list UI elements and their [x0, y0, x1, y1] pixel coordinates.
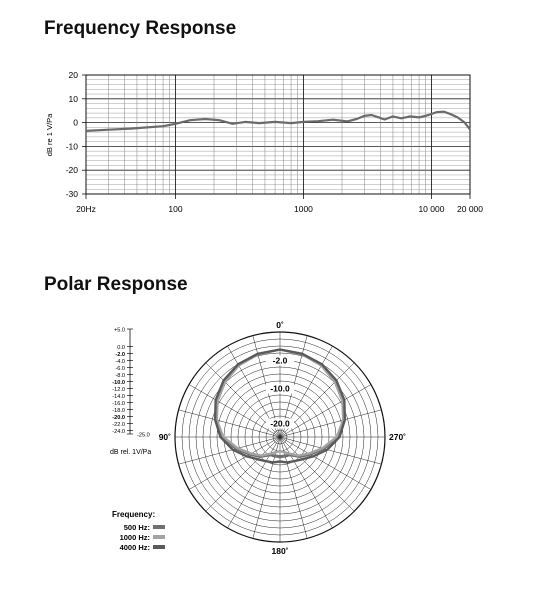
y-tick-label: 10: [68, 93, 78, 104]
scale-tick-label: -16.0: [112, 400, 125, 407]
angle-label: 270˚: [389, 432, 407, 442]
angle-label: 180˚: [271, 546, 289, 556]
frequency-response-chart: [0, 60, 540, 225]
frequency-x-ticks: [76, 194, 483, 214]
scale-tick-label: -18.0: [112, 407, 125, 414]
x-tick-label: 20 000: [457, 204, 483, 214]
y-tick-label: 0: [73, 117, 78, 128]
angle-label: 0˚: [276, 320, 284, 330]
polar-response-title: Polar Response: [44, 274, 188, 295]
scale-tick-label: -6.0: [115, 365, 125, 372]
polar-spoke: [280, 437, 354, 511]
frequency-response-title: Frequency Response: [44, 18, 237, 39]
polar-spoke: [206, 437, 280, 511]
frequency-grid: [86, 75, 470, 194]
legend-swatch: [153, 525, 165, 529]
scale-tick-label: -20.0: [112, 414, 125, 421]
y-tick-label: 20: [68, 70, 78, 80]
scale-tick-label: -4.0: [115, 358, 125, 365]
scale-tick-label: -10.0: [112, 379, 125, 386]
frequency-y-ticks: [66, 70, 86, 199]
polar-db-scale: [112, 327, 150, 438]
scale-tick-label: -25.0: [137, 432, 150, 439]
legend-label: 1000 Hz:: [119, 533, 150, 542]
frequency-series-line: [86, 112, 470, 131]
y-tick-label: -10: [65, 141, 78, 152]
scale-tick-label: -22.0: [112, 421, 125, 428]
scale-tick-label: 0.0: [117, 344, 125, 351]
frequency-y-axis-label: dB re 1 V/Pa: [45, 113, 54, 157]
x-tick-label: 20Hz: [76, 204, 96, 214]
scale-tick-label: -2.0: [115, 351, 125, 358]
ring-label: -20.0: [270, 418, 290, 429]
legend-title: Frequency:: [112, 510, 156, 519]
frequency-plot-frame: [86, 75, 470, 194]
polar-spoke: [179, 410, 280, 437]
scale-tick-label: -12.0: [112, 386, 125, 393]
legend-label: 500 Hz:: [123, 523, 150, 532]
legend-swatch: [153, 545, 165, 549]
ring-label: -10.0: [270, 383, 290, 394]
polar-legend: [120, 523, 165, 552]
y-tick-label: -30: [65, 189, 78, 199]
scale-tick-label: -14.0: [112, 393, 125, 400]
angle-label: 90˚: [158, 432, 171, 442]
y-tick-label: -20: [65, 165, 78, 176]
scale-tick-label: -24.0: [112, 428, 125, 435]
x-tick-label: 1000: [294, 204, 313, 214]
x-tick-label: 10 000: [418, 204, 445, 214]
polar-response-chart: [0, 310, 540, 570]
scale-tick-label: -8.0: [115, 372, 125, 379]
scale-tick-label: +5.0: [113, 327, 125, 334]
legend-swatch: [153, 535, 165, 539]
legend-label: 4000 Hz:: [119, 543, 150, 552]
polar-unit-label: dB rel. 1V/Pa: [110, 449, 152, 456]
x-tick-label: 100: [168, 204, 183, 214]
ring-label: -2.0: [272, 355, 288, 366]
polar-spoke: [280, 410, 381, 437]
